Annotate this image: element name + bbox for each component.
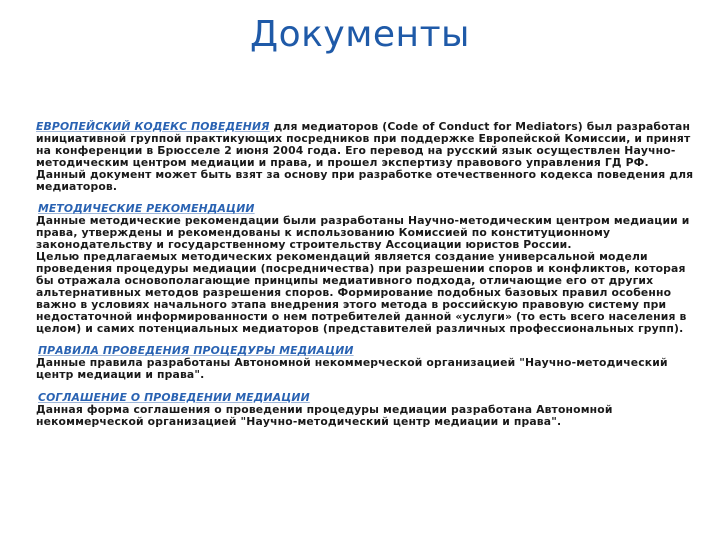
- link-mediation-agreement[interactable]: СОГЛАШЕНИЕ О ПРОВЕДЕНИИ МЕДИАЦИИ: [38, 391, 310, 405]
- section-recommendations-paragraph-1: Данные методические рекомендации были разработаны Научно-методическим центром медиации и права, утверждены и рекомендованы к использованию Комиссией по конституционному законодательству и государственному строительству Ассоциации юристов России.: [36, 214, 690, 252]
- section-mediation-agreement: [36, 392, 696, 428]
- section-rules-description: Данные правила разработаны Автономной некоммерческой организацией "Научно-методический центр медиации и права".: [36, 356, 668, 382]
- page-title: Документы: [250, 14, 470, 55]
- section-recommendations-paragraph-2: Целью предлагаемых методических рекомендаций является создание универсальной модели проведения процедуры медиации (посредничества) при разрешении споров и конфликтов, которая бы отражала основополагающие принципы медиативного подхода, отличающие его от других альтернативных методов разрешения споров. Формирование подобных базовых правил особенно важно в условиях начального этапа внедрения этого метода в российскую правовую систему при недостаточной информированности о нем потребителей данной «услуги» (то есть всего населения в целом) и самих потенциальных медиаторов (представителей различных профессиональных групп).: [36, 250, 687, 335]
- link-mediation-rules[interactable]: ПРАВИЛА ПРОВЕДЕНИЯ ПРОЦЕДУРЫ МЕДИАЦИИ: [38, 344, 354, 358]
- section-mediation-rules: [36, 345, 696, 381]
- section-code-of-conduct: [36, 121, 696, 192]
- section-agreement-description: Данная форма соглашения о проведении процедуры медиации разработана Автономной некоммерческой организацией "Научно-методический центр медиации и права".: [36, 403, 613, 428]
- section-methodical-recommendations: [36, 203, 696, 334]
- link-european-code[interactable]: ЕВРОПЕЙСКИЙ КОДЕКС ПОВЕДЕНИЯ: [36, 120, 270, 133]
- document-list: [36, 121, 696, 428]
- section-code-description: для медиаторов (Code of Conduct for Mediators) был разработан инициативной группой практикующих посредников при поддержке Европейской Комиссии, и принят на конференции в Брюсселе 2 июня 2004 года. Его перевод на русский язык осуществлен Научно-методическим центром медиации и права, и прошел экспертизу правового управления ГД РФ. Данный документ может быть взят за основу при разработке отечественного кодекса поведения для медиаторов.: [36, 120, 694, 193]
- link-methodical-recommendations[interactable]: МЕТОДИЧЕСКИЕ РЕКОМЕНДАЦИИ: [38, 202, 255, 216]
